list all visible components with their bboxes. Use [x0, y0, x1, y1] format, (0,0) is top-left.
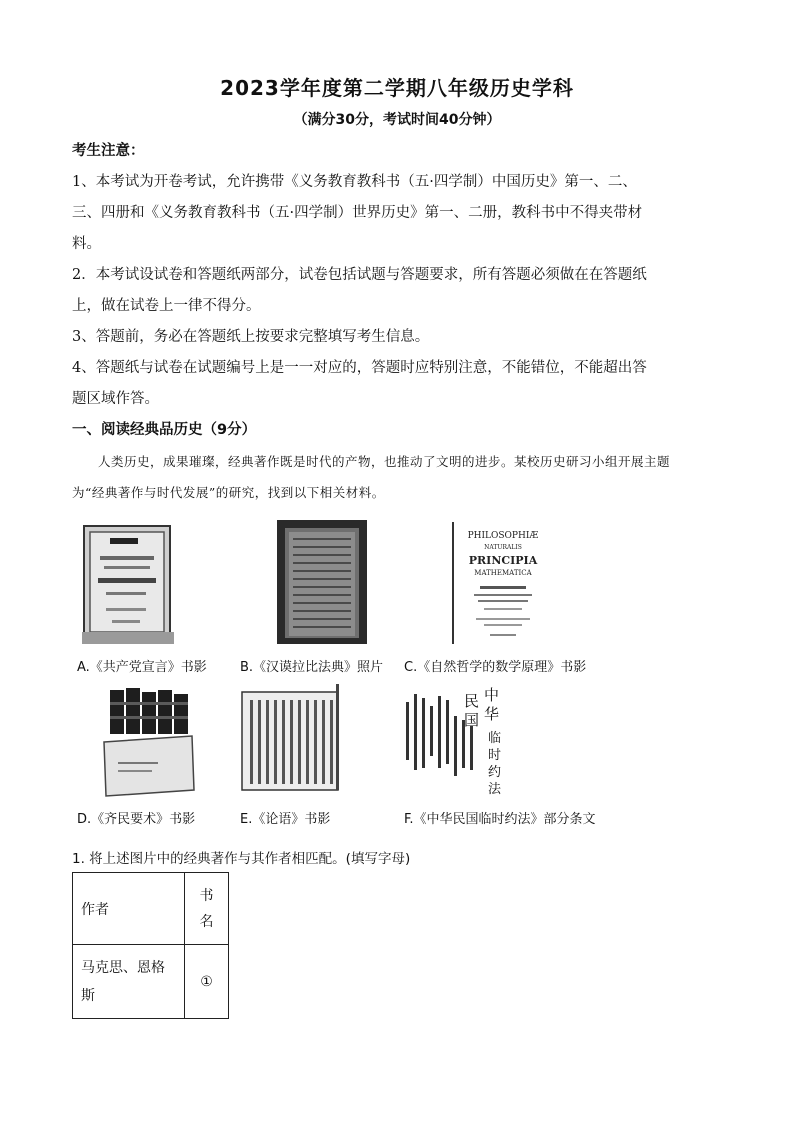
notice-line-4: 2．本考试设试卷和答题纸两部分，试卷包括试题与答题要求，所有答题必须做在在答题纸 [72, 267, 647, 283]
figure-f-caption: F.《中华民国临时约法》部分条文 [404, 812, 596, 827]
figure-e-caption: E.《论语》书影 [240, 812, 331, 827]
figure-f-char-4: 国 [464, 711, 480, 729]
notice-line-7: 4、答题纸与试卷在试题编号上是一一对应的，答题时应特别注意，不能错位，不能超出答 [72, 360, 647, 376]
figure-f-char-2: 华 [484, 705, 500, 723]
notice-line-1: 1、本考试为开卷考试，允许携带《义务教育教科书（五·四学制）中国历史》第一、二、 [72, 174, 637, 190]
notice-line-6: 3、答题前，务必在答题纸上按要求完整填写考生信息。 [72, 329, 430, 345]
figure-b-image [277, 520, 367, 644]
figure-b-caption: B.《汉谟拉比法典》照片 [240, 660, 384, 675]
notice-line-2: 三、四册和《义务教育教科书（五·四学制）世界历史》第一、二册，教科书中不得夹带材 [72, 205, 643, 221]
question-1-text: 1. 将上述图片中的经典著作与其作者相匹配。(填写字母) [72, 851, 411, 867]
figure-c-caption: C.《自然哲学的数学原理》书影 [404, 660, 587, 675]
table-cell-answer-1[interactable]: ① [185, 945, 229, 1019]
table-row [73, 873, 229, 945]
author-1-line-2: 斯 [81, 987, 95, 1004]
figure-f-char-6: 时 [488, 748, 502, 763]
exam-title: 2023学年度第二学期八年级历史学科 [220, 76, 574, 100]
figure-c-line-4: MATHEMATICA [474, 569, 532, 577]
figure-f-char-3: 民 [464, 692, 480, 710]
notice-heading: 考生注意： [72, 143, 145, 159]
figure-c-line-1: PHILOSOPHIÆ [467, 531, 539, 541]
notice-line-5: 上，做在试卷上一律不得分。 [72, 298, 261, 314]
table-row [73, 945, 229, 1019]
figure-f-char-5: 临 [488, 731, 502, 746]
notice-line-3: 料。 [72, 236, 101, 252]
author-1-line-1: 马克思、恩格 [81, 959, 165, 976]
section-1-intro-line-2: 为“经典著作与时代发展”的研究，找到以下相关材料。 [72, 485, 385, 500]
figure-d-caption: D.《齐民要术》书影 [77, 812, 196, 827]
figure-c-line-3: PRINCIPIA [468, 554, 538, 567]
figure-f-char-7: 约 [488, 765, 502, 780]
figure-f-char-1: 中 [484, 686, 500, 704]
figure-c-line-2: NATURALIS [484, 544, 522, 551]
figure-f-image [400, 686, 518, 798]
exam-subtitle: （满分30分，考试时间40分钟） [293, 112, 501, 128]
table-cell-author-1 [73, 945, 185, 1019]
notice-line-8: 题区域作答。 [72, 391, 159, 407]
figure-c-image [452, 522, 552, 644]
table-header-book-char-1: 书 [199, 887, 214, 904]
figure-f-char-8: 法 [488, 782, 502, 797]
figure-d-image [96, 686, 196, 798]
table-header-book [185, 873, 229, 945]
figure-a-caption: A.《共产党宣言》书影 [77, 660, 207, 675]
answer-table [72, 872, 229, 1019]
figure-a-image [82, 522, 174, 644]
section-1-heading: 一、阅读经典品历史（9分） [72, 422, 257, 438]
table-header-author: 作者 [73, 873, 185, 945]
section-1-intro-line-1: 人类历史，成果璀璨，经典著作既是时代的产物，也推动了文明的进步。某校历史研习小组开展主题 [98, 454, 671, 469]
table-header-book-char-2: 名 [199, 913, 214, 930]
figure-e-image [240, 684, 340, 796]
